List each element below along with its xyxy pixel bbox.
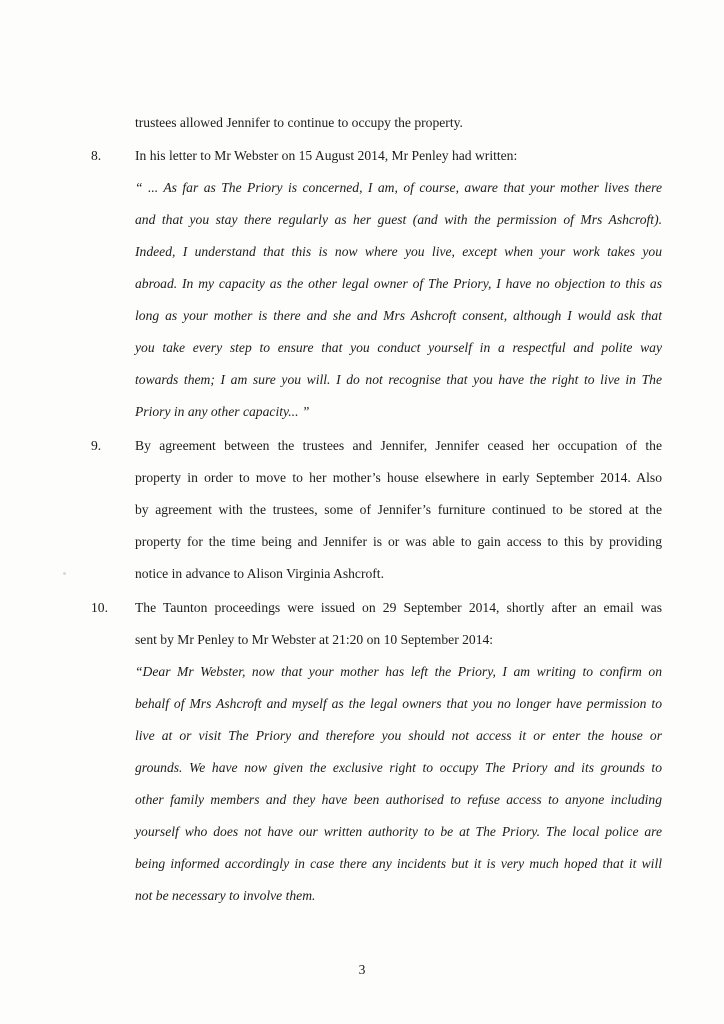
paragraph-number: 10. (91, 600, 108, 615)
paragraph-number: 9. (91, 438, 102, 453)
text-line: property for the time being and Jennifer is or was able to gain access to this by providing (135, 534, 662, 549)
text-line: you take every step to ensure that you conduct yourself in a respectful and polite way (135, 340, 662, 355)
text-line: “Dear Mr Webster, now that your mother has left the Priory, I am writing to confirm on (135, 664, 662, 679)
text-line: and that you stay there regularly as her guest (and with the permission of Mrs Ashcroft). (135, 212, 662, 227)
text-line: Indeed, I understand that this is now where you live, except when your work takes you (135, 244, 662, 259)
text-line: being informed accordingly in case there any incidents but it is very much hoped that it will (135, 856, 662, 871)
text-line: sent by Mr Penley to Mr Webster at 21:20 on 10 September 2014: (135, 632, 494, 647)
text-line: yourself who does not have our written authority to be at The Priory. The local police are (135, 824, 662, 839)
scan-speck (63, 572, 66, 575)
text-line: property in order to move to her mother’s house elsewhere in early September 2014. Also (135, 470, 662, 485)
text-line: grounds. We have now given the exclusive right to occupy The Priory and its grounds to (135, 760, 662, 775)
text-line: live at or visit The Priory and therefore you should not access it or enter the house or (135, 728, 662, 743)
text-line: In his letter to Mr Webster on 15 August 2014, Mr Penley had written: (135, 148, 518, 163)
text-line: “ ... As far as The Priory is concerned, I am, of course, aware that your mother lives there (135, 180, 662, 195)
page-number: 3 (358, 962, 366, 977)
text-line: by agreement with the trustees, some of Jennifer’s furniture continued to be stored at the (135, 502, 662, 517)
text-line: notice in advance to Alison Virginia Ashcroft. (135, 566, 384, 581)
text-line: abroad. In my capacity as the other legal owner of The Priory, I have no objection to this as (135, 276, 662, 291)
text-line: behalf of Mrs Ashcroft and myself as the legal owners that you no longer have permission to (135, 696, 662, 711)
text-line: not be necessary to involve them. (135, 888, 316, 903)
text-line: Priory in any other capacity... ” (135, 404, 310, 419)
text-line: By agreement between the trustees and Jennifer, Jennifer ceased her occupation of the (135, 438, 662, 453)
text-line: long as your mother is there and she and Mrs Ashcroft consent, although I would ask that (135, 308, 662, 323)
text-line: other family members and they have been authorised to refuse access to anyone including (135, 792, 662, 807)
text-line: towards them; I am sure you will. I do not recognise that you have the right to live in The (135, 372, 662, 387)
paragraph-number: 8. (91, 148, 102, 163)
text-line: trustees allowed Jennifer to continue to occupy the property. (135, 115, 463, 130)
text-line: The Taunton proceedings were issued on 29 September 2014, shortly after an email was (135, 600, 662, 615)
